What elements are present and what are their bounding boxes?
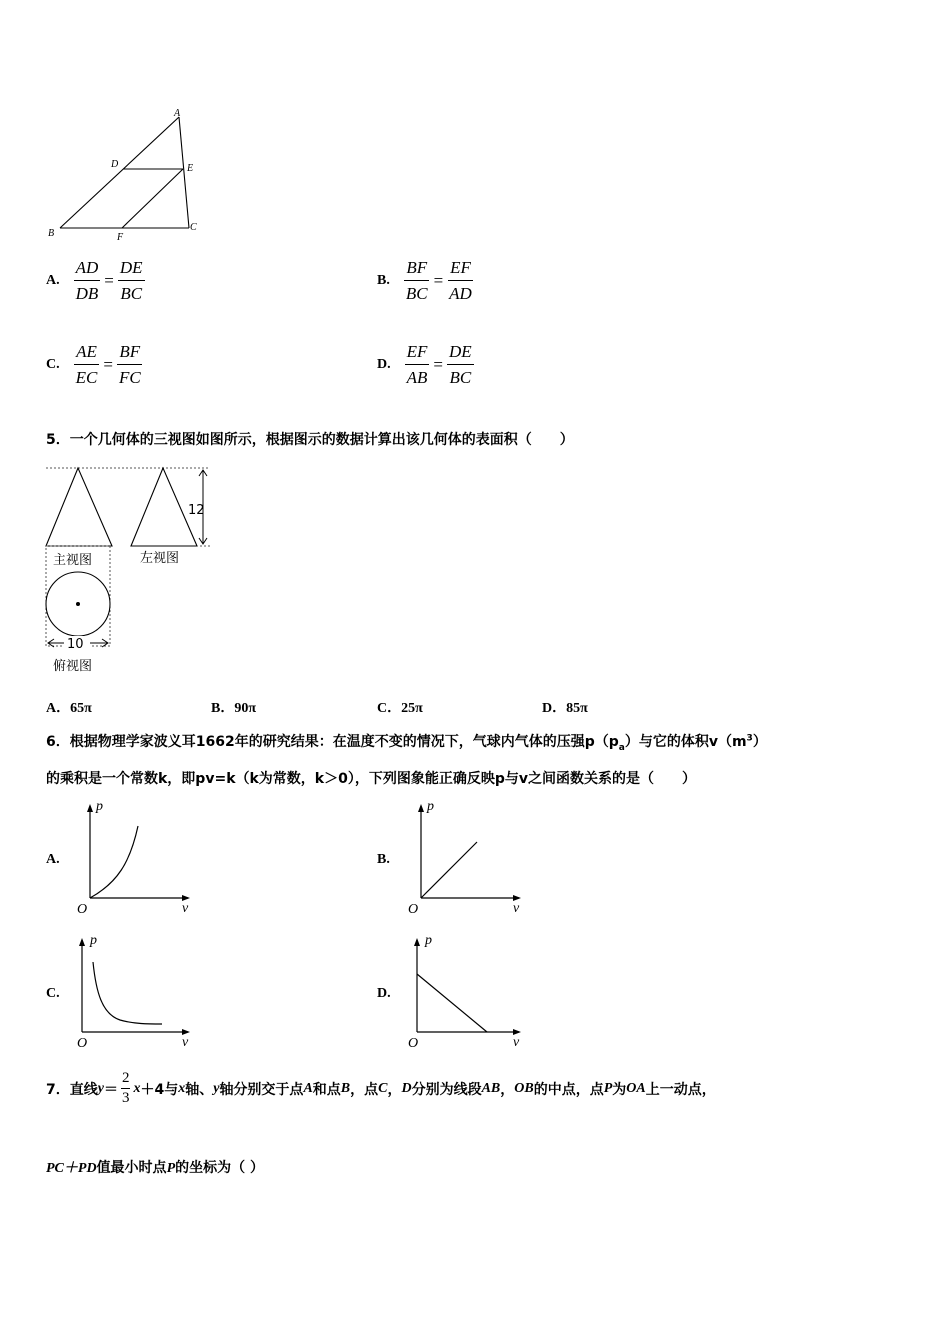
line-increasing — [421, 842, 477, 898]
q6-option-b-letter[interactable]: B. — [377, 852, 390, 867]
label-D: D — [111, 159, 119, 170]
fraction-left: $\frac{AE}{EC}$ — [75, 342, 98, 387]
top-view-center-dot — [76, 602, 80, 606]
q6-graph-a[interactable] — [72, 798, 196, 918]
q4-option-d[interactable]: D. $\frac{EF}{AB}$ = $\frac{DE}{BC}$ — [377, 342, 472, 387]
q4-option-b[interactable]: B. $\frac{BF}{BC}$ = $\frac{EF}{AD}$ — [377, 258, 472, 303]
fraction-right: $\frac{BF}{FC}$ — [118, 342, 141, 387]
label-E: E — [187, 163, 194, 174]
svg-text:p: p — [96, 799, 103, 814]
q7-question-line1: 7．直线 y ＝ 2 3 x ＋4与 x 轴、 y 轴分别交于点 A 和点 B ，点 C ， D 分别为线段 AB ， OB 的中点，点 P 为 OA 上一动点， — [46, 1070, 716, 1106]
q6-question-line2: 的乘积是一个常数k，即pv=k（k为常数，k＞0），下列图象能正确反映p与v之间函数关系的是（ ） — [46, 771, 697, 787]
svg-text:v: v — [513, 1035, 520, 1050]
q5-option-b[interactable]: B．90π — [211, 701, 257, 716]
svg-text:p: p — [425, 933, 432, 948]
left-view-label: 左视图 — [140, 551, 180, 566]
svg-text:O: O — [77, 1036, 88, 1051]
fraction-left: $\frac{BF}{BC}$ — [405, 258, 428, 303]
q6-option-c-letter[interactable]: C. — [46, 986, 60, 1001]
q4-option-c[interactable]: C. $\frac{AE}{EC}$ = $\frac{BF}{FC}$ — [46, 342, 141, 387]
svg-text:O: O — [408, 1036, 419, 1051]
option-letter: D. — [377, 357, 391, 372]
fraction-right: $\frac{EF}{AD}$ — [449, 258, 472, 303]
segment-EF — [122, 169, 183, 228]
svg-text:p: p — [90, 933, 97, 948]
label-B: B — [48, 228, 55, 239]
label-A: A — [174, 108, 181, 119]
q6-question-line1: 6．根据物理学家波义耳1662年的研究结果：在温度不变的情况下，气球内气体的压强$p(p_a)$与它的体积$v(m^3)$ — [46, 733, 767, 753]
fraction-left: $\frac{EF}{AB}$ — [406, 342, 428, 387]
segment-AB — [60, 117, 179, 228]
svg-text:O: O — [77, 902, 88, 917]
label-F: F — [117, 232, 124, 243]
q6-graph-d[interactable] — [403, 932, 527, 1052]
front-view-triangle — [46, 468, 112, 546]
option-letter: C. — [46, 357, 60, 372]
curve-inverse — [93, 962, 162, 1024]
svg-text:p: p — [427, 799, 434, 814]
front-view-label: 主视图 — [53, 553, 93, 568]
q5-option-a[interactable]: A．65π — [46, 701, 92, 716]
fraction-right: $\frac{DE}{BC}$ — [119, 258, 143, 303]
top-view-label: 俯视图 — [53, 659, 93, 674]
q5-option-d[interactable]: D．85π — [542, 701, 588, 716]
fraction-right: $\frac{DE}{BC}$ — [449, 342, 472, 387]
q7-question-line2: PC＋PD值最小时点P的坐标为（ ） — [46, 1160, 264, 1176]
q5-three-views-figure — [40, 462, 220, 682]
q5-question-text: 5．一个几何体的三视图如图所示，根据图示的数据计算出该几何体的表面积（ ） — [46, 432, 574, 448]
height-label: 12 — [188, 503, 205, 518]
svg-text:O: O — [408, 902, 419, 917]
option-letter: B. — [377, 273, 390, 288]
option-letter: A. — [46, 273, 60, 288]
curve-increasing — [90, 826, 138, 898]
q6-graph-c[interactable] — [72, 932, 196, 1052]
q6-option-d-letter[interactable]: D. — [377, 986, 391, 1001]
q6-option-a-letter[interactable]: A. — [46, 852, 60, 867]
label-C: C — [190, 222, 197, 233]
svg-text:v: v — [182, 1035, 189, 1050]
q4-triangle-figure — [40, 105, 210, 245]
q7-fraction: 2 3 — [121, 1070, 130, 1106]
width-label: 10 — [67, 637, 84, 652]
q4-option-a[interactable]: A. $\frac{AD}{DB}$ = $\frac{DE}{BC}$ — [46, 258, 143, 303]
q6-graph-b[interactable] — [403, 798, 527, 918]
svg-text:v: v — [182, 901, 189, 916]
q5-option-c[interactable]: C．25π — [377, 701, 423, 716]
svg-text:v: v — [513, 901, 520, 916]
line-decreasing — [417, 974, 487, 1032]
fraction-left: $\frac{AD}{DB}$ — [75, 258, 99, 303]
